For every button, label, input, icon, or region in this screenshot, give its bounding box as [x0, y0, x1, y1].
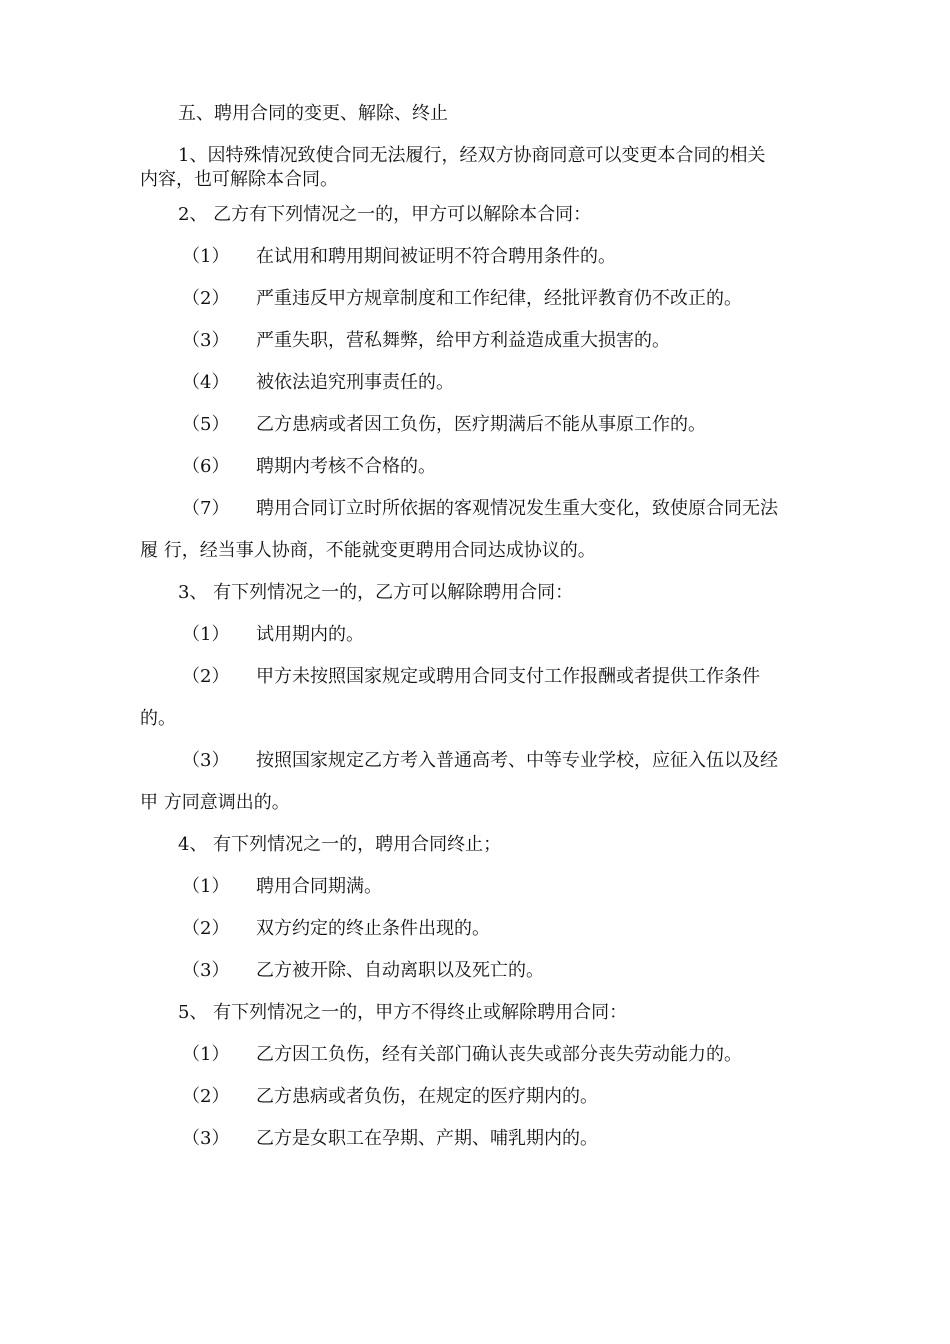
clause-5-title: 5、 有下列情况之一的，甲方不得终止或解除聘用合同： — [178, 1002, 628, 1023]
item-number: （4） — [182, 372, 230, 393]
item-number: （5） — [182, 414, 230, 435]
item-number: （6） — [182, 456, 230, 477]
item-text: 甲方未按照国家规定或聘用合同支付工作报酬或者提供工作条件 — [256, 666, 760, 687]
item-number: （1） — [182, 624, 230, 645]
item-number: （2） — [182, 288, 230, 309]
item-text: 乙方患病或者因工负伤，医疗期满后不能从事原工作的。 — [256, 414, 706, 435]
item-text-continued: 的。 — [140, 708, 176, 729]
item-number: （7） — [182, 498, 230, 519]
item-number: （2） — [182, 918, 230, 939]
item-text-continued: 履 行，经当事人协商，不能就变更聘用合同达成协议的。 — [140, 540, 596, 561]
item-text: 乙方被开除、自动离职以及死亡的。 — [256, 960, 544, 981]
item-text: 双方约定的终止条件出现的。 — [256, 918, 490, 939]
item-number: （3） — [182, 330, 230, 351]
item-text: 乙方是女职工在孕期、产期、哺乳期内的。 — [256, 1128, 598, 1149]
item-number: （3） — [182, 960, 230, 981]
item-text: 被依法追究刑事责任的。 — [256, 372, 454, 393]
item-text-continued: 甲 方同意调出的。 — [140, 792, 290, 813]
item-number: （1） — [182, 246, 230, 267]
item-text: 按照国家规定乙方考入普通高考、中等专业学校，应征入伍以及经 — [256, 750, 778, 771]
item-number: （2） — [182, 666, 230, 687]
item-text: 乙方因工负伤，经有关部门确认丧失或部分丧失劳动能力的。 — [256, 1044, 742, 1065]
item-text: 严重失职，营私舞弊，给甲方利益造成重大损害的。 — [256, 330, 670, 351]
item-text: 在试用和聘用期间被证明不符合聘用条件的。 — [256, 246, 616, 267]
item-number: （1） — [182, 1044, 230, 1065]
paragraph-1-line-1: 1、因特殊情况致使合同无法履行，经双方协商同意可以变更本合同的相关 — [178, 145, 766, 166]
section-heading: 五、聘用合同的变更、解除、终止 — [178, 103, 448, 124]
item-number: （2） — [182, 1086, 230, 1107]
item-text: 聘用合同期满。 — [256, 876, 382, 897]
clause-3-title: 3、 有下列情况之一的，乙方可以解除聘用合同： — [178, 582, 574, 603]
item-text: 聘期内考核不合格的。 — [256, 456, 436, 477]
item-text: 试用期内的。 — [256, 624, 364, 645]
clause-2-title: 2、 乙方有下列情况之一的，甲方可以解除本合同： — [178, 204, 592, 225]
paragraph-1-line-2: 内容，也可解除本合同。 — [140, 169, 338, 190]
clause-4-title: 4、 有下列情况之一的，聘用合同终止； — [178, 834, 502, 855]
item-number: （3） — [182, 1128, 230, 1149]
item-text: 乙方患病或者负伤，在规定的医疗期内的。 — [256, 1086, 598, 1107]
item-number: （1） — [182, 876, 230, 897]
item-number: （3） — [182, 750, 230, 771]
item-text: 聘用合同订立时所依据的客观情况发生重大变化，致使原合同无法 — [256, 498, 778, 519]
item-text: 严重违反甲方规章制度和工作纪律，经批评教育仍不改正的。 — [256, 288, 742, 309]
